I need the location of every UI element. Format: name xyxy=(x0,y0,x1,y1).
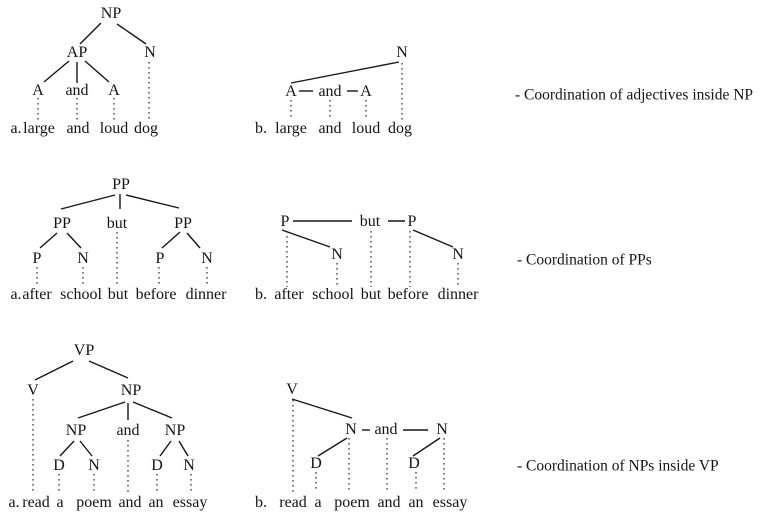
tree-1b-word: and xyxy=(318,120,342,137)
tree-3b-node-v: V xyxy=(286,381,298,398)
tree-3a-word: a xyxy=(56,494,64,511)
caption-coordination-nps-vp: - Coordination of NPs inside VP xyxy=(517,457,719,475)
tree-2b-node-n: N xyxy=(331,246,343,263)
tree-1a-branch-line xyxy=(117,24,146,44)
tree-3a-branch-line xyxy=(160,441,171,456)
tree-3a-node-and: and xyxy=(116,422,140,439)
tree-3b-word: an xyxy=(408,494,424,511)
tree-1a-node-a: A xyxy=(108,82,120,99)
tree-1b-node-n: N xyxy=(396,44,408,61)
tree-1b-branch-line xyxy=(291,62,399,83)
tree-2a-item-marker: a. xyxy=(10,286,22,303)
tree-2a-node-p: P xyxy=(155,250,165,267)
tree-1a-branch-line xyxy=(44,61,69,82)
tree-2a-node-pp: PP xyxy=(112,176,130,193)
tree-2a-word: school xyxy=(60,286,102,303)
tree-1b-word: loud xyxy=(351,120,381,137)
tree-2a-word: dinner xyxy=(185,286,227,303)
tree-3a-node-np: NP xyxy=(120,382,142,399)
tree-3a-node-vp: VP xyxy=(73,342,95,359)
tree-3a-word: poem xyxy=(76,494,112,511)
tree-2a-branch-line xyxy=(67,233,81,248)
tree-3b-node-d: D xyxy=(408,455,420,472)
tree-2a-branch-line xyxy=(162,232,180,248)
tree-1b-node-and: and xyxy=(318,83,342,100)
tree-2a-word: before xyxy=(135,286,177,303)
tree-3a-node-np: NP xyxy=(164,422,186,439)
tree-1a-branch-line xyxy=(80,23,101,44)
tree-3b-branch-line xyxy=(318,438,347,456)
tree-3a-branch-line xyxy=(78,402,125,418)
tree-2b-word: but xyxy=(360,286,382,303)
tree-2a-node-p: P xyxy=(32,250,42,267)
tree-2a-branch-line xyxy=(40,233,57,248)
tree-3b-node-n: N xyxy=(436,421,448,438)
tree-1a-word: and xyxy=(66,120,90,137)
tree-3b-node-and: and xyxy=(374,421,398,438)
tree-1a-node-n: N xyxy=(144,44,156,61)
tree-2a-node-but: but xyxy=(106,215,128,232)
tree-3a-branch-line xyxy=(179,441,188,456)
tree-1b-item-marker: b. xyxy=(255,120,267,137)
tree-3a-node-n: N xyxy=(183,457,195,474)
tree-1a-word: large xyxy=(23,120,55,137)
tree-3b-word: essay xyxy=(432,494,468,511)
tree-1b-word: large xyxy=(275,120,307,137)
tree-3a-item-marker: a. xyxy=(8,494,20,511)
tree-2b-node-p: P xyxy=(407,213,417,230)
tree-1b-word: dog xyxy=(388,120,412,137)
tree-3a-word: essay xyxy=(172,494,208,511)
tree-2b-item-marker: b. xyxy=(255,286,267,303)
tree-3a-branch-line xyxy=(89,361,128,378)
tree-3a-branch-line xyxy=(133,402,172,418)
tree-1a-word: dog xyxy=(134,120,158,137)
tree-3a-node-n: N xyxy=(88,457,100,474)
tree-3b-node-n: N xyxy=(345,421,357,438)
tree-3b-node-d: D xyxy=(310,455,322,472)
tree-1a-node-np: NP xyxy=(100,5,122,22)
tree-2b-node-but: but xyxy=(359,213,381,230)
tree-2a-node-pp: PP xyxy=(53,215,71,232)
tree-3a-word: read xyxy=(22,494,50,511)
tree-3b-word: read xyxy=(279,494,307,511)
tree-1a-item-marker: a. xyxy=(10,120,22,137)
tree-1a-node-and: and xyxy=(65,82,89,99)
tree-3a-node-np: NP xyxy=(65,422,87,439)
tree-2a-node-pp: PP xyxy=(174,215,192,232)
tree-2b-branch-line xyxy=(282,230,330,247)
tree-2a-branch-line xyxy=(61,195,115,209)
tree-3b-branch-line xyxy=(292,399,352,418)
tree-2a-node-n: N xyxy=(201,250,213,267)
tree-2b-word: school xyxy=(312,286,354,303)
tree-2a-branch-line xyxy=(187,233,200,248)
tree-2a-word: after xyxy=(22,286,52,303)
tree-2b-word: dinner xyxy=(437,286,479,303)
tree-3b-word: a xyxy=(314,494,322,511)
tree-2b-word: after xyxy=(274,286,304,303)
tree-3a-word: and xyxy=(118,494,142,511)
caption-coordination-adjectives-np: - Coordination of adjectives inside NP xyxy=(515,86,754,104)
tree-3a-node-v: V xyxy=(27,382,39,399)
tree-3a-word: an xyxy=(148,494,164,511)
tree-3b-item-marker: b. xyxy=(255,494,267,511)
tree-1a-branch-line xyxy=(85,61,109,82)
caption-coordination-pps: - Coordination of PPs xyxy=(517,251,652,269)
tree-1a-node-a: A xyxy=(32,82,44,99)
tree-2b-branch-line xyxy=(413,230,453,247)
tree-3a-node-d: D xyxy=(151,457,163,474)
tree-3a-branch-line xyxy=(35,361,73,380)
tree-1a-node-ap: AP xyxy=(66,44,88,61)
tree-3a-branch-line xyxy=(80,441,92,456)
tree-2a-word: but xyxy=(107,286,129,303)
tree-1b-node-a: A xyxy=(360,83,372,100)
tree-3a-node-d: D xyxy=(53,457,65,474)
tree-2b-node-p: P xyxy=(280,213,290,230)
tree-3b-word: poem xyxy=(334,494,370,511)
tree-3a-branch-line xyxy=(60,441,74,456)
tree-2b-word: before xyxy=(387,286,429,303)
tree-2b-node-n: N xyxy=(452,246,464,263)
tree-3b-word: and xyxy=(377,494,401,511)
tree-1a-word: loud xyxy=(99,120,129,137)
tree-2a-node-n: N xyxy=(77,250,89,267)
tree-2a-branch-line xyxy=(126,195,179,208)
tree-1b-node-a: A xyxy=(285,83,297,100)
tree-3b-branch-line xyxy=(413,438,440,456)
